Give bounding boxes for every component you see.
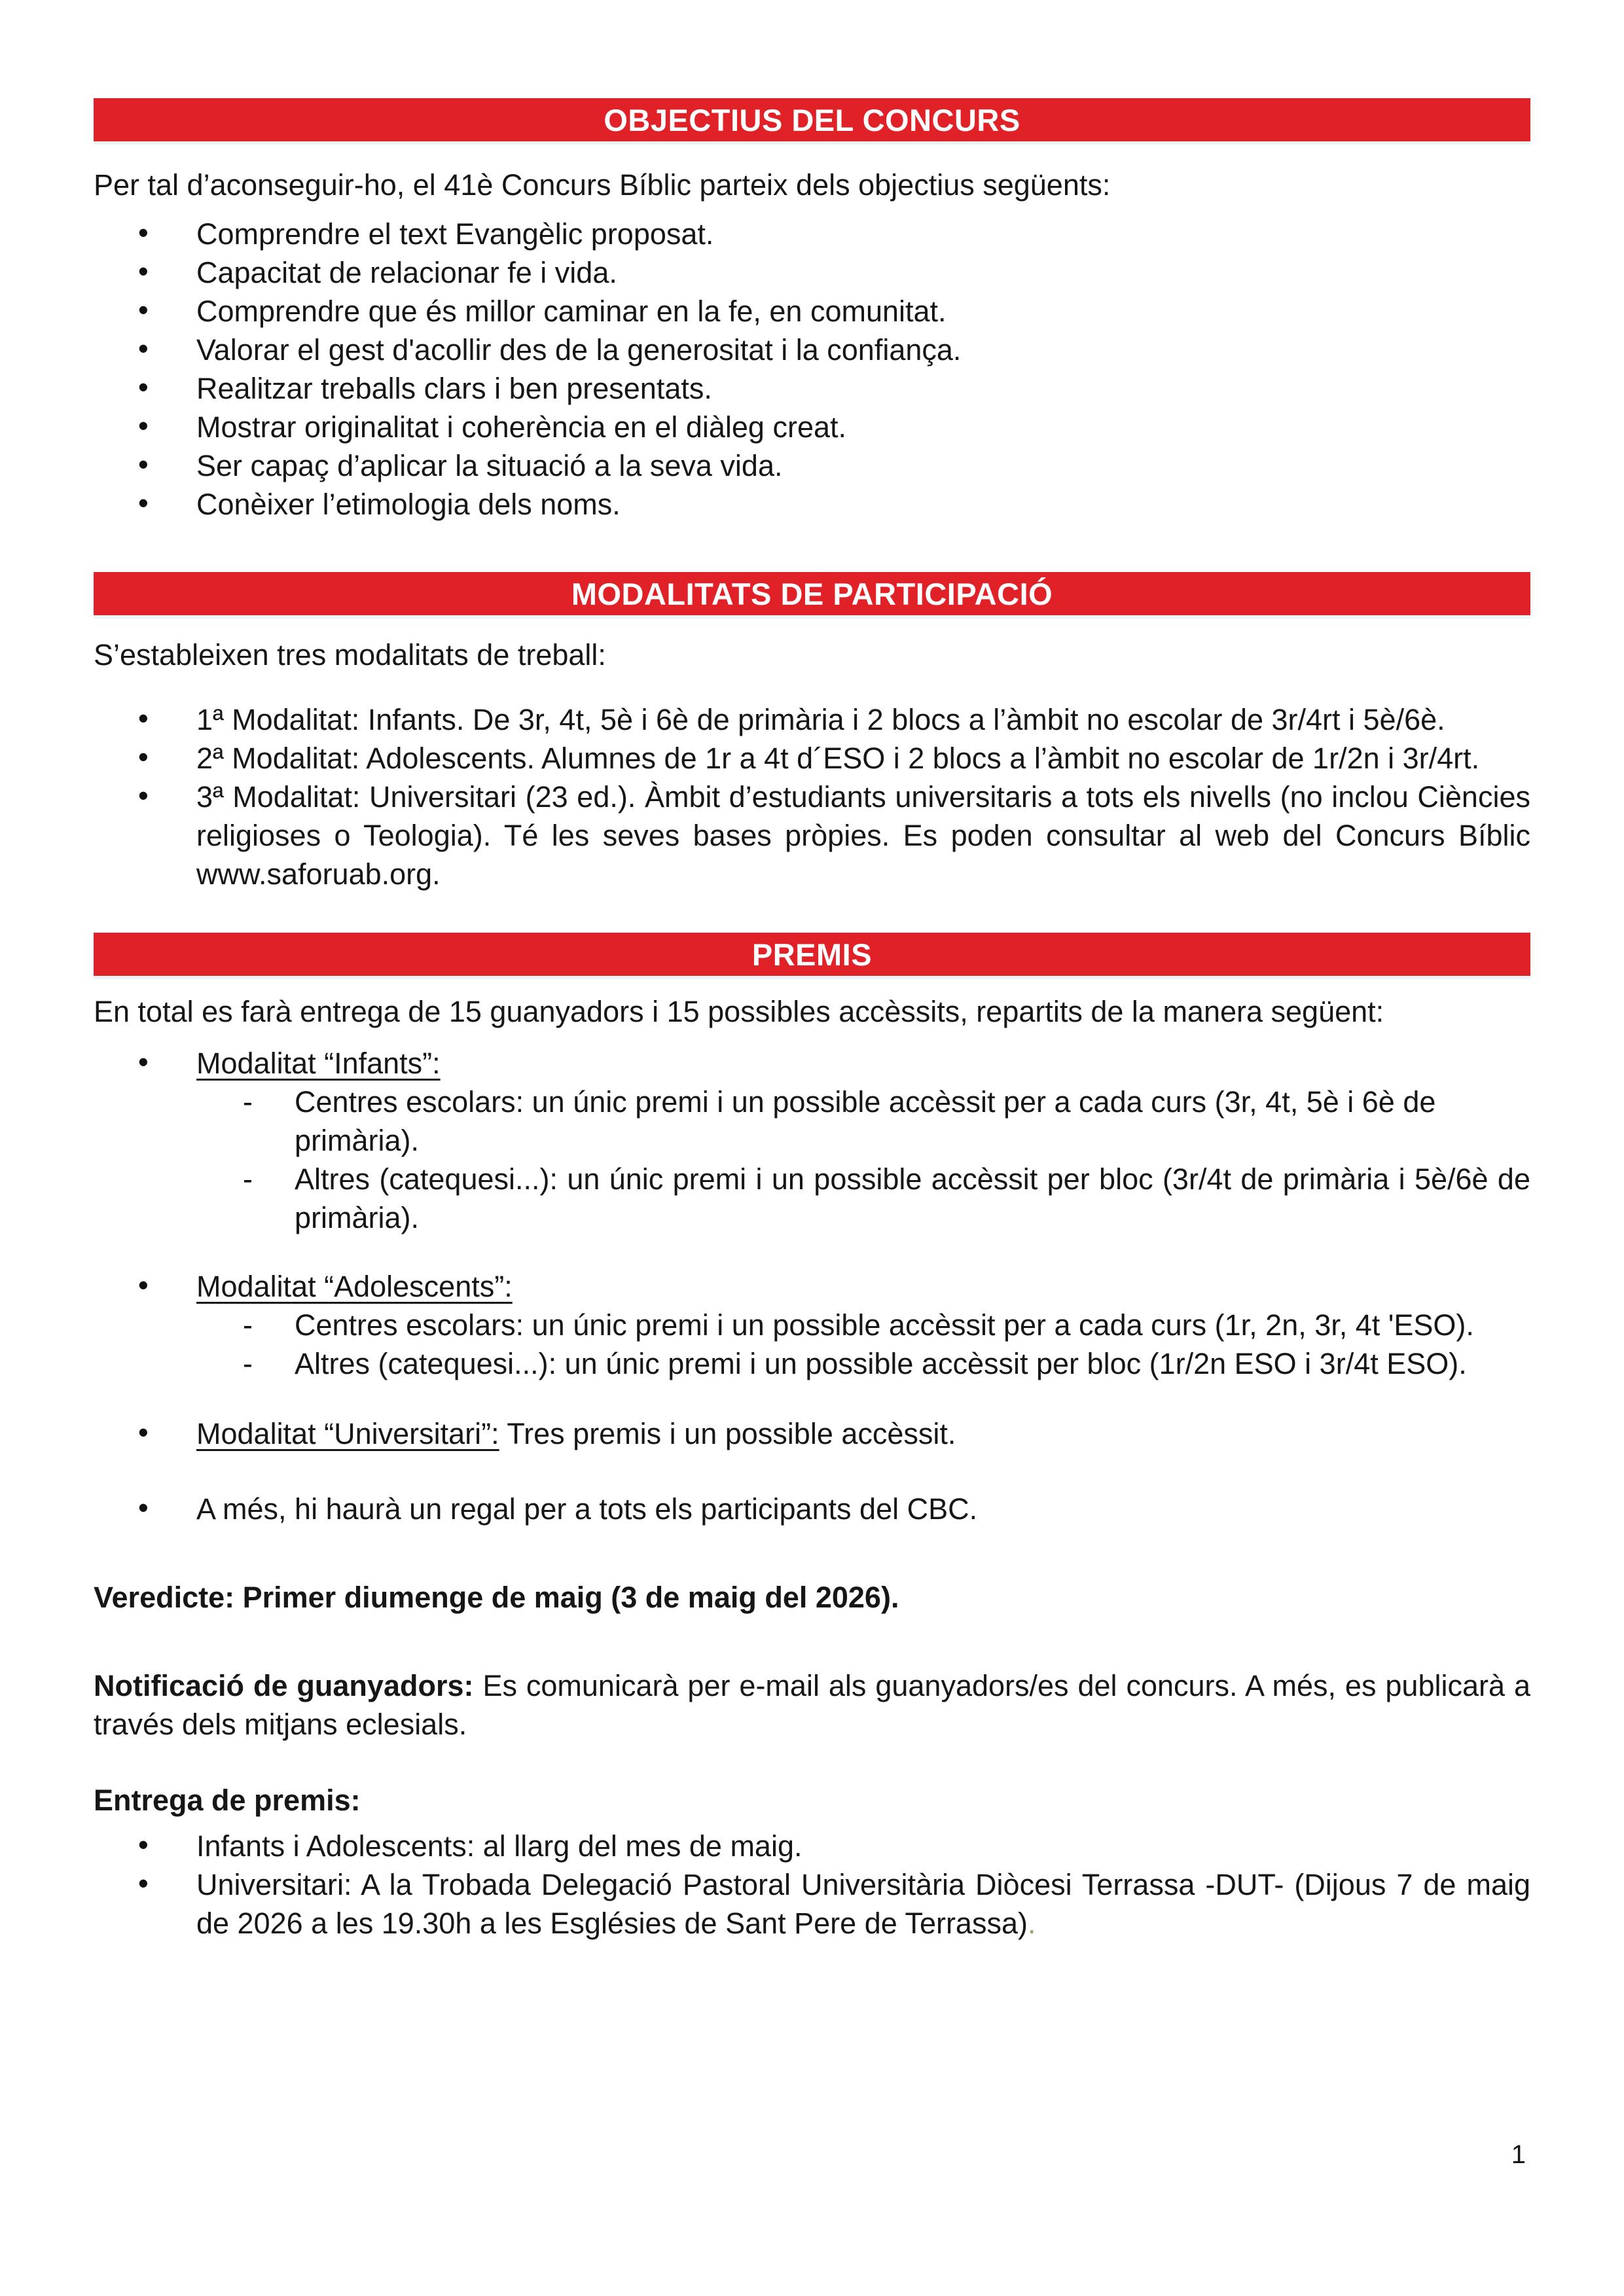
section-header-bar-objectius — [94, 98, 1530, 145]
premis-regal-item: • A més, hi haurà un regal per a tots els participants del CBC. — [94, 1490, 1530, 1528]
premis-adolescents-subitem: - Centres escolars: un únic premi i un possible accèssit per a cada curs (1r, 2n, 3r, 4t 'ESO). — [94, 1306, 1530, 1344]
modalitats-list-item: • 2ª Modalitat: Adolescents. Alumnes de 1r a 4t d´ESO i 2 blocs a l’àmbit no escolar de 1r/2n i 3r/4rt. — [94, 739, 1530, 778]
section-header-bar-premis — [94, 933, 1530, 979]
premis-universitari-label: Modalitat “Universitari”: — [196, 1417, 499, 1450]
premis-group-label-adolescents — [94, 1267, 1530, 1306]
objectius-list-item: • Comprendre el text Evangèlic proposat. — [94, 215, 1530, 253]
premis-adolescents-subitem: - Altres (catequesi...): un únic premi i un possible accèssit per bloc (1r/2n ESO i 3r/4t ESO). — [94, 1344, 1530, 1383]
objectius-list-item: • Comprendre que és millor caminar en la fe, en comunitat. — [94, 292, 1530, 331]
notificacio-text: Es comunicarà per e-mail als guanyadors/es del concurs. A més, es publicarà a través dels mitjans eclesials. — [94, 1669, 1530, 1741]
section-title-objectius: OBJECTIUS DEL CONCURS — [604, 102, 1020, 137]
premis-infants-label: Modalitat “Infants”: — [196, 1047, 441, 1080]
document-content — [94, 98, 1530, 1943]
modalitats-list-item: • 1ª Modalitat: Infants. De 3r, 4t, 5è i 6è de primària i 2 blocs a l’àmbit no escolar de 3r/4rt i 5è/6è. — [94, 700, 1530, 739]
veredicte-paragraph: Veredicte: Primer diumenge de maig (3 de maig del 2026). — [94, 1581, 899, 1614]
premis-adolescents-label: Modalitat “Adolescents”: — [196, 1270, 513, 1303]
modalitats-list — [94, 700, 1530, 893]
modalitats-list-item: • 3ª Modalitat: Universitari (23 ed.). Àmbit d’estudiants universitaris a tots els nivells (no inclou Ciències religioses o Teologia). Té les seves bases pròpies. Es poden consultar al web del Concurs Bíblic www.saforuab.org. — [94, 778, 1530, 893]
notificacio-label: Notificació de guanyadors: — [94, 1669, 474, 1702]
premis-group-label-universitari — [94, 1414, 1530, 1453]
premis-universitari-text: Tres premis i un possible accèssit. — [507, 1417, 956, 1450]
section-title-modalitats: MODALITATS DE PARTICIPACIÓ — [571, 576, 1053, 611]
premis-intro-paragraph: En total es farà entrega de 15 guanyadors i 15 possibles accèssits, repartits de la manera següent: — [94, 995, 1384, 1028]
objectius-intro-paragraph: Per tal d’aconseguir-ho, el 41è Concurs Bíblic parteix dels objectius següents: — [94, 168, 1111, 202]
modalitats-intro-paragraph: S’estableixen tres modalitats de treball: — [94, 638, 606, 672]
page-number: 1 — [1511, 2140, 1526, 2169]
objectius-list-item: • Ser capaç d’aplicar la situació a la seva vida. — [94, 446, 1530, 485]
entrega-universitari-text: Universitari: A la Trobada Delegació Pastoral Universitària Diòcesi Terrassa -DUT- (Dijous 7 de maig de 2026 a les 19.30h a les Esglésies de Sant Pere de Terrassa) — [196, 1868, 1530, 1940]
objectius-list-item: • Conèixer l’etimologia dels noms. — [94, 485, 1530, 524]
entrega-list — [94, 1827, 1530, 1943]
objectius-list-item: • Realitzar treballs clars i ben presentats. — [94, 369, 1530, 408]
objectius-list — [94, 215, 1530, 524]
notificacio-paragraph — [94, 1666, 1530, 1744]
premis-infants-subitem: - Centres escolars: un únic premi i un possible accèssit per a cada curs (3r, 4t, 5è i 6è de primària). — [94, 1083, 1530, 1160]
objectius-list-item: • Capacitat de relacionar fe i vida. — [94, 253, 1530, 292]
entrega-final-period: . — [1027, 1907, 1036, 1940]
premis-infants-subitem: - Altres (catequesi...): un únic premi i un possible accèssit per bloc (3r/4t de primària i 5è/6è de primària). — [94, 1160, 1530, 1237]
section-title-premis: PREMIS — [751, 937, 873, 972]
entrega-list-item: • Infants i Adolescents: al llarg del mes de maig. — [94, 1827, 1530, 1865]
premis-group-label-infants — [94, 1044, 1530, 1083]
objectius-list-item: • Valorar el gest d'acollir des de la generositat i la confiança. — [94, 331, 1530, 369]
section-header-bar-modalitats — [94, 572, 1530, 619]
entrega-list-item — [94, 1865, 1530, 1943]
objectius-list-item: • Mostrar originalitat i coherència en el diàleg creat. — [94, 408, 1530, 446]
entrega-heading: Entrega de premis: — [94, 1784, 361, 1817]
